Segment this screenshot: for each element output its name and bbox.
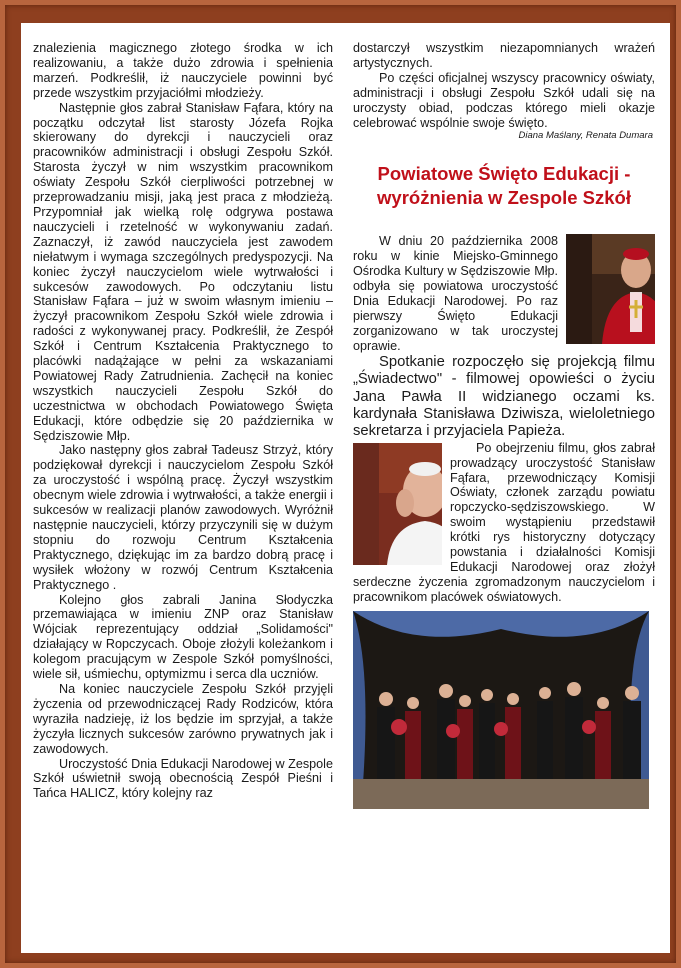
article-paragraph: Spotkanie rozpoczęło się projekcją filmu „Świadectwo" - filmowej opowieści o życiu Jana Pawła II widzianego oczami ks. kardynała Stanisława Dziwisza, wieloletniego sekretarza i przyjaciela Papieża. (353, 353, 655, 440)
page-frame (5, 5, 676, 963)
left-column (33, 41, 333, 801)
article-paragraph (353, 234, 655, 353)
article-text: W dniu 20 października 2008 roku w kinie Miejsko-Gminnego Ośrodka Kultury w Sędziszowie Młp. odbyła się powiatowa uroczystość Dnia Edukacji Narodowej. Po raz pierwszy Święto Edukacji zorganizowano w tak uroczystej oprawie. (353, 234, 558, 353)
newsletter-page (21, 23, 670, 953)
paragraph: znalezienia magicznego złotego środka w ich realizowaniu, a także dużo zdrowia i spełnienia marzeń. Podkreślił, iż nauczyciele powinni być przede wszystkim przyjaciółmi młodzieży. (33, 41, 333, 100)
article-headline: Powiatowe Święto Edukacji - wyróżnienia w Zespole Szkół (377, 163, 631, 209)
paragraph: Po części oficjalnej wszyscy pracownicy oświaty, administracji i obsługi Zespołu Szkół udali się na uroczysty obiad, podczas którego mieli okazje celebrować wspólnie swoje święto. (353, 70, 655, 130)
pope-portrait-image (379, 443, 442, 565)
paragraph: Na koniec nauczyciele Zespołu Szkół przyjęli życzenia od przewodniczącej Rady Rodziców, która wyraziła nadzieję, iż los będzie im sprzyjał, a także życzyła licznych sukcesów zarówno prywatnych jak i zawodowych. (33, 681, 333, 756)
author-signature: Diana Maślany, Renata Dumara (518, 130, 653, 142)
award-ceremony-image (353, 611, 649, 809)
article-text: Po obejrzeniu filmu, głos zabrał prowadzący uroczystość Stanisław Fąfara, przewodniczący Komisji Oświaty, członek zarządu powiatu ropczycko-sędziszowskiego. W swoim wystąpieniu przedstawił krótki rys historyczny dotyczący powstania i działalności Komisji Edukacji Narodowej oraz złożył serdeczne życzenia zgromadzonym nauczycielom i pracownikom placówek oświatowych. (353, 440, 655, 604)
paragraph: Kolejno głos zabrali Janina Słodyczka przemawiająca w imieniu ZNP oraz Stanisław Wójciak reprezentujący oddział „Solidamości" działający w Ropczycach. Oboje złożyli koleżankom i kolegom pracującym w Zespole Szkół pomyślności, wiele sił, uśmiechu, optymizmu i serca dla uczniów. (33, 592, 333, 682)
right-column (353, 41, 655, 809)
article-paragraph (353, 441, 655, 605)
paragraph: dostarczył wszystkim niezapomnianych wrażeń artystycznych. (353, 41, 655, 70)
paragraph: Uroczystość Dnia Edukacji Narodowej w Zespole Szkół uświetnił swoją obecnością Zespół Pieśni i Tańca HALICZ, który kolejny raz (33, 756, 333, 801)
pope-portrait-photo (353, 443, 442, 565)
cardinal-portrait-image (592, 234, 655, 344)
paragraph: Następnie głos zabrał Stanisław Fąfara, który na początku odczytał list starosty Józefa Rojka skierowany do dyrekcji i nauczycieli oraz pracowników administracji i obsługi Zespołu Szkół. Starosta życzył w nim wszystkim pracownikom oświaty Zespołu Szkół cierpliwości potrzebnej w przeprowadzaniu misji, jaką jest praca z młodzieżą. Przypomniał jak wielką rolę odgrywa postawa nauczycieli i rzetelność w wykonywaniu zadań. Zaznaczył, iż zawód nauczyciela jest zawodem niełatwym i wymaga szczególnych predyspozycji. Na koniec życzył nauczycielom wiele wytrwałości i sukcesów zawodowych. Po odczytaniu listu Stanisław Fąfara – już w swoim własnym imieniu – życzył pracownikom Zespołu Szkół wiele zdrowia i radości z wykonywanej pracy. Podkreślił, że Zespół Szkół i Centrum Kształcenia Praktycznego to placówki nadążające w pełni za wskazaniami Powiatowej Rady Zatrudnienia. Zachęcił na koniec wszystkich nauczycieli Zespołu Szkół do uczestnictwa w obchodach Powiatowego Święta Edukacji, które odbędzie się 20 października w Sędziszowie Młp. (33, 100, 333, 443)
award-ceremony-photo (353, 611, 649, 809)
paragraph: Jako następny głos zabrał Tadeusz Strzyż, który podziękował dyrekcji i nauczycielom Zespołu Szkół za uroczystość i wspólną pracę. Życzył wszystkim obecnym wiele zdrowia i wytrwałości, a także energii i sukcesów w realizacji planów zawodowych. Wyróżnił następnie nauczycieli, którzy przyczynili się w dużym stopniu do rozwoju Centrum Kształcenia Praktycznego, dziękując im za bardzo dobrą pracę i wysiłek włożony w rozwój Centrum Kształcenia Praktycznego . (33, 443, 333, 592)
cardinal-portrait-photo (566, 234, 655, 344)
